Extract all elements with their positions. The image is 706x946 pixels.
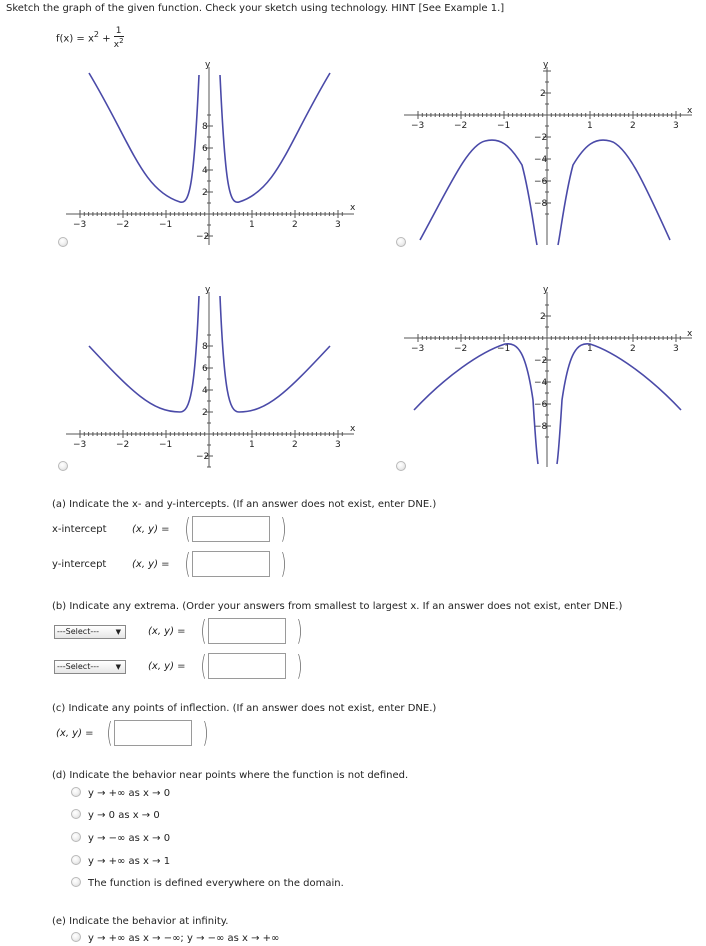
extrema-2-input[interactable] (208, 653, 286, 679)
x-intercept-label: x-intercept (52, 524, 107, 535)
extrema-2-select[interactable] (54, 660, 126, 674)
inflection-input[interactable] (114, 720, 192, 746)
part-d-option-1-label: y → +∞ as x → 0 (88, 788, 171, 799)
graph1-x-tick-label: −1 (159, 220, 173, 230)
graph4-x-tick-label: −2 (454, 344, 468, 354)
graph2-x-tick-label: −3 (411, 121, 425, 131)
graph-option-3 (62, 282, 362, 472)
graph2-y-tick-label: 2 (540, 89, 546, 99)
graph3-x-tick-label: 3 (335, 440, 341, 450)
graph1-y-tick-label: 8 (202, 122, 208, 132)
graph1-y-tick-label: 6 (202, 144, 208, 154)
graph4-x-tick-label: −3 (411, 344, 425, 354)
part-b-prompt: (b) Indicate any extrema. (Order your answers from smallest to largest x. If an answer does not exist, enter DNE.) (52, 601, 623, 612)
function-plus: + (102, 33, 111, 45)
y-intercept-close-paren: ) (280, 547, 287, 580)
graph1-y-tick-label: 4 (202, 166, 208, 176)
graph4-x-tick-label: 3 (673, 344, 679, 354)
graph4-curve-left (414, 344, 538, 464)
graph1-curve-left (89, 73, 199, 202)
graph1-y-label: y (205, 60, 211, 70)
chevron-down-icon: ▼ (115, 628, 121, 636)
extrema-2-select-value: ---Select--- (57, 662, 99, 671)
extrema-2-pair-label: (x, y) = (148, 661, 186, 672)
part-d-option-5-label: The function is defined everywhere on the domain. (88, 878, 344, 889)
graph-option-2-radio[interactable] (396, 237, 406, 247)
graph4-x-tick-label: −1 (497, 344, 511, 354)
graph2-x-tick-label: 2 (630, 121, 636, 131)
part-d-option-2-label: y → 0 as x → 0 (88, 810, 160, 821)
graph-option-4 (400, 282, 700, 472)
y-intercept-label: y-intercept (52, 559, 107, 570)
graph2-y-tick-label: −4 (534, 155, 548, 165)
graph2-y-tick-label: −6 (534, 177, 548, 187)
graph3-x-tick-label: −3 (73, 440, 87, 450)
graph-option-2 (400, 55, 700, 250)
extrema-2-open-paren: ( (200, 649, 207, 682)
graph3-x-tick-label: 1 (249, 440, 255, 450)
graph2-x-tick-label: 1 (587, 121, 593, 131)
graph3-curve-right (220, 296, 330, 412)
inflection-open-paren: ( (106, 716, 113, 749)
extrema-1-input[interactable] (208, 618, 286, 644)
graph2-x-tick-label: −1 (497, 121, 511, 131)
part-d-option-3-label: y → −∞ as x → 0 (88, 833, 171, 844)
graph-option-4-radio[interactable] (396, 461, 406, 471)
part-e-prompt: (e) Indicate the behavior at infinity. (52, 916, 229, 927)
fraction-numerator: 1 (114, 27, 124, 37)
graph4-curve-right (557, 344, 681, 464)
graph4-x-label: x (687, 329, 693, 339)
graph3-y-tick-label: 6 (202, 364, 208, 374)
graph2-x-label: x (687, 106, 693, 116)
graph3-x-tick-label: 2 (292, 440, 298, 450)
y-intercept-pair-label: (x, y) = (132, 559, 170, 570)
graph2-y-label: y (543, 60, 549, 70)
graph1-y-tick-label: 2 (202, 188, 208, 198)
graph4-x-tick-label: 1 (587, 344, 593, 354)
graph3-y-tick-label: 2 (202, 408, 208, 418)
extrema-2-close-paren: ) (296, 649, 303, 682)
graph3-x-label: x (350, 424, 356, 434)
graph4-x-tick-label: 2 (630, 344, 636, 354)
extrema-1-select[interactable] (54, 625, 126, 639)
graph1-axes (66, 67, 354, 245)
part-d-prompt: (d) Indicate the behavior near points where the function is not defined. (52, 770, 409, 781)
graph3-y-tick-label: 4 (202, 386, 208, 396)
graph1-curve-right (220, 73, 330, 202)
x-intercept-pair-label: (x, y) = (132, 524, 170, 535)
function-definition (56, 27, 124, 50)
graph2-curve-right (558, 140, 670, 245)
graph4-y-tick-label: 2 (540, 312, 546, 322)
x-intercept-input[interactable] (192, 516, 270, 542)
graph1-y-tick-label: −2 (196, 232, 210, 242)
graph3-y-tick-label: −2 (196, 452, 210, 462)
part-d-option-4-radio[interactable] (71, 855, 81, 865)
part-e-option-1-radio[interactable] (71, 932, 81, 942)
graph2-curve-left (420, 140, 537, 245)
extrema-1-pair-label: (x, y) = (148, 626, 186, 637)
part-d-option-1-radio[interactable] (71, 787, 81, 797)
x-intercept-close-paren: ) (280, 512, 287, 545)
graph4-y-label: y (543, 285, 549, 295)
function-exponent: 2 (93, 30, 99, 40)
part-d-option-2-radio[interactable] (71, 809, 81, 819)
graph1-x-tick-label: −3 (73, 220, 87, 230)
extrema-1-close-paren: ) (296, 614, 303, 647)
graph3-x-tick-label: −1 (159, 440, 173, 450)
graph3-curve-left (89, 296, 199, 412)
graph2-x-tick-label: −2 (454, 121, 468, 131)
x-intercept-open-paren: ( (184, 512, 191, 545)
graph4-y-tick-label: −4 (534, 378, 548, 388)
graph3-y-label: y (205, 285, 211, 295)
part-a-prompt: (a) Indicate the x- and y-intercepts. (If an answer does not exist, enter DNE.) (52, 499, 437, 510)
part-c-prompt: (c) Indicate any points of inflection. (If an answer does not exist, enter DNE.) (52, 703, 437, 714)
fraction-den-exponent: 2 (119, 37, 124, 45)
extrema-1-select-value: ---Select--- (57, 627, 99, 636)
graph4-y-tick-label: −2 (534, 356, 548, 366)
graph1-x-label: x (350, 203, 356, 213)
graph1-x-tick-label: 1 (249, 220, 255, 230)
part-d-option-3-radio[interactable] (71, 832, 81, 842)
graph4-y-tick-label: −8 (534, 422, 548, 432)
graph3-y-tick-label: 8 (202, 342, 208, 352)
y-intercept-open-paren: ( (184, 547, 191, 580)
inflection-close-paren: ) (202, 716, 209, 749)
fraction-denominator: x (113, 40, 120, 50)
extrema-1-open-paren: ( (200, 614, 207, 647)
graph1-x-tick-label: 3 (335, 220, 341, 230)
instruction-text: Sketch the graph of the given function. Check your sketch using technology. HINT [See Example 1.] (6, 3, 505, 14)
graph1-x-tick-label: −2 (116, 220, 130, 230)
graph-option-1 (62, 55, 362, 250)
graph4-y-tick-label: −6 (534, 400, 548, 410)
graph1-x-tick-label: 2 (292, 220, 298, 230)
graph2-x-tick-label: 3 (673, 121, 679, 131)
graph2-y-tick-label: −8 (534, 199, 548, 209)
graph2-y-tick-label: −2 (534, 133, 548, 143)
graph-option-1-radio[interactable] (58, 237, 68, 247)
part-d-option-4-label: y → +∞ as x → 1 (88, 856, 171, 867)
chevron-down-icon: ▼ (115, 663, 121, 671)
function-lhs: f(x) = x (56, 33, 94, 45)
graph3-x-tick-label: −2 (116, 440, 130, 450)
part-e-option-1-label: y → +∞ as x → −∞; y → −∞ as x → +∞ (88, 933, 280, 944)
inflection-pair-label: (x, y) = (56, 728, 94, 739)
graph-option-3-radio[interactable] (58, 461, 68, 471)
part-d-option-5-radio[interactable] (71, 877, 81, 887)
y-intercept-input[interactable] (192, 551, 270, 577)
